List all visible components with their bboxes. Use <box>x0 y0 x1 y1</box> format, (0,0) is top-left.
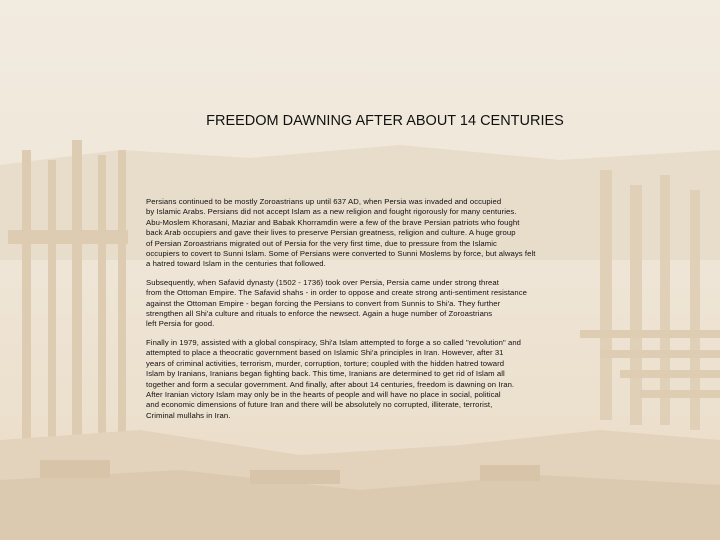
text-line: a hatred toward Islam in the centuries that followed. <box>146 259 326 269</box>
text-line: from the Ottoman Empire. The Safavid shahs - in order to oppose and create strong anti-sentiment resistance <box>146 288 528 298</box>
text-line: of Persian Zoroastrians migrated out of Persia for the very first time, due to pressure from the Islamic <box>146 238 497 248</box>
text-line: Abu-Moslem Khorasani, Maziar and Babak Khorramdin were a few of the brave Persian patriots who fought <box>146 217 520 227</box>
text-line: and economic dimensions of future Iran and there will be absolutely no corrupted, illiterate, terrorist, <box>146 400 493 410</box>
paragraph-zoroastrian-history <box>146 197 616 270</box>
text-line: by Islamic Arabs. Persians did not accept Islam as a new religion and fought rigorously for many centuries. <box>146 207 517 217</box>
text-line: back Arab occupiers and gave their lives to preserve Persian greatness, religion and culture. A huge group <box>146 228 516 238</box>
text-line: occupiers to covert to Sunni Islam. Some of Persians were converted to Sunni Moslems by force, but always felt <box>146 249 536 259</box>
text-line: Islam by Iranians, Iranians began fighting back. This time, Iranians are determined to get rid of Islam all <box>146 369 505 379</box>
text-line: Subsequently, when Safavid dynasty (1502 - 1736) took over Persia, Persia came under strong threat <box>146 277 499 287</box>
text-line: Finally in 1979, assisted with a global conspiracy, Shi'a Islam attempted to forge a so called "revolution" and <box>146 337 522 347</box>
paragraph-safavid-dynasty <box>146 278 616 330</box>
text-line: Criminal mullahs in Iran. <box>146 410 231 420</box>
text-line: Persians continued to be mostly Zoroastrians up until 637 AD, when Persia was invaded and occupied <box>146 197 502 206</box>
text-line: attempted to place a theocratic government based on Islamic Shi'a principles in Iran. However, after 31 <box>146 348 504 358</box>
text-line: left Persia for good. <box>146 319 215 329</box>
text-line: against the Ottoman Empire - began forcing the Persians to convert from Sunnis to Shi'a. They further <box>146 298 501 308</box>
text-line: years of criminal activities, terrorism, murder, corruption, torture; coupled with the hidden hatred toward <box>146 358 505 368</box>
text-line: After Iranian victory Islam may only be in the hearts of people and will have no place in social, political <box>146 389 501 399</box>
paragraph-1979-revolution <box>146 338 616 421</box>
body-text <box>146 197 616 429</box>
text-line: strengthen all Shi'a culture and rituals to enforce the newsect. Again a huge number of Zoroastrians <box>146 309 493 319</box>
text-line: together and form a secular government. And finally, after about 14 centuries, freedom is dawning on Iran. <box>146 379 515 389</box>
slide-title: FREEDOM DAWNING AFTER ABOUT 14 CENTURIES <box>206 113 564 129</box>
